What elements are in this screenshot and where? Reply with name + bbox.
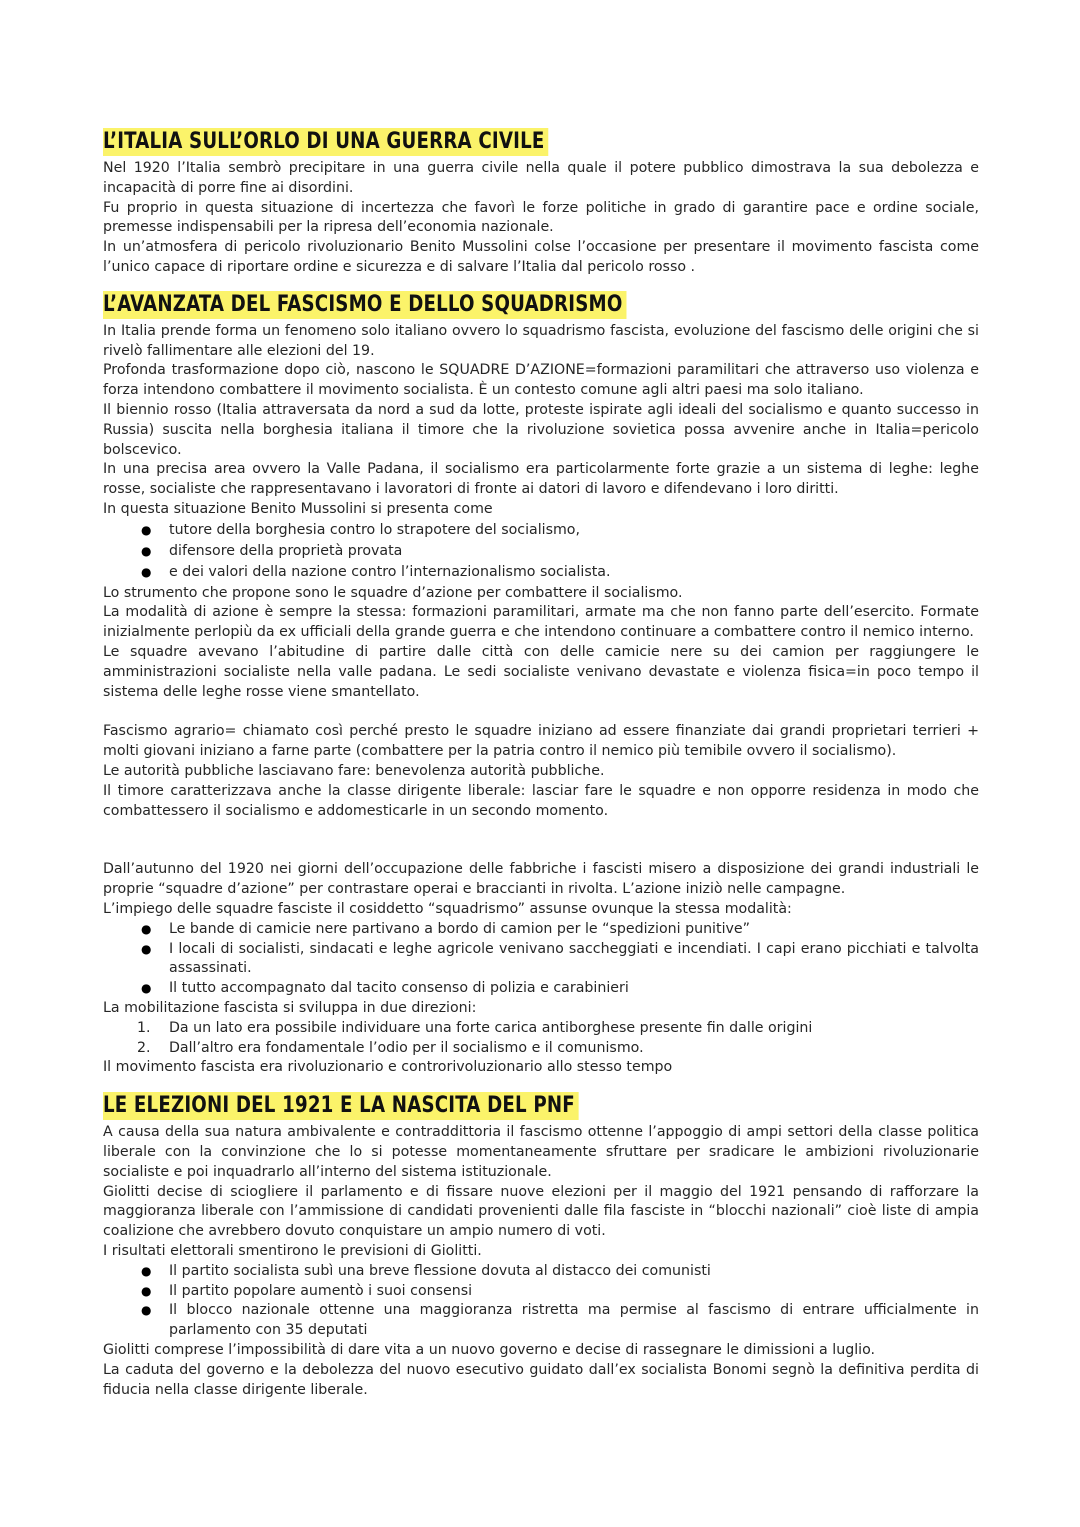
section-heading: L’AVANZATA DEL FASCISMO E DELLO SQUADRISMO [103,291,626,319]
list-item [103,1039,979,1059]
paragraph: Le autorità pubbliche lasciavano fare: benevolenza autorità pubbliche. [103,763,605,780]
paragraph: La modalità di azione è sempre la stessa: formazioni paramilitari, armate ma che non fanno parte dell’esercito. Formate inizialmente perlopiù da ex ufficiali della grande guerra e che intendono continuare a combattere contro il nemico interno. [103,604,979,641]
list-item-text: Dall’altro era fondamentale l’odio per il socialismo e il comunismo. [169,1039,644,1056]
list-item-text: difensore della proprietà provata [169,543,403,560]
paragraph: Fascismo agrario= chiamato così perché presto le squadre iniziano ad essere finanziate dai grandi proprietari terrieri + molti giovani iniziano a farne parte (combattere per la patria contro il nemico più temibile ovvero il socialismo). [103,723,979,760]
section-fascism-squadrism [103,291,979,1078]
list-item [103,979,979,999]
bullet-icon: ● [141,1263,152,1278]
document-page [103,128,979,1400]
list-item [103,1282,979,1302]
section-heading: LE ELEZIONI DEL 1921 E LA NASCITA DEL PNF [103,1092,579,1120]
paragraph: Il timore caratterizzava anche la classe dirigente liberale: lasciar fare le squadre e non opporre residenza in modo che combattessero il socialismo e addomesticarle in un secondo momento. [103,782,979,819]
list-item-text: Il tutto accompagnato dal tacito consenso di polizia e carabinieri [169,980,629,997]
list-item [103,940,979,980]
paragraph: Lo strumento che propone sono le squadre d’azione per combattere il socialismo. [103,584,683,601]
paragraph: Il biennio rosso (Italia attraversata da nord a sud da lotte, proteste ispirate agli ideali del socialismo e quanto successo in Russia) suscita nella borghesia italiana il timore che la rivoluzione sovietica possa avvenire anche in Italia=pericolo bolscevico. [103,401,979,458]
bullet-icon: ● [141,565,152,580]
bullet-icon: ● [141,1283,152,1298]
bullet-icon: ● [141,1303,152,1318]
paragraph: Giolitti decise di sciogliere il parlamento e di fissare nuove elezioni per il maggio del 1921 pensando di rafforzare la maggioranza liberale con l’ammissione di candidati provenienti dalle fila fasciste in “blocchi nazionali” cioè liste di ampia coalizione che avrebbero dovuto conquistare un ampio numero di voti. [103,1183,979,1240]
paragraph: Le squadre avevano l’abitudine di partire dalle città con delle camicie nere su dei camion per raggiungere le amministrazioni socialiste nella valle padana. Le sedi socialiste venivano devastate e violenza fisica=in poco tempo il sistema delle leghe rosse viene smantellato. [103,644,979,700]
paragraph: In questa situazione Benito Mussolini si presenta come [103,500,493,517]
list-item [103,541,979,562]
section-civil-war [103,128,979,278]
paragraph: Nel 1920 l’Italia sembrò precipitare in una guerra civile nella quale il potere pubblico dimostrava la sua debolezza e incapacità di porre fine ai disordini. [103,160,979,196]
list-item [103,520,979,541]
bullet-list [103,920,979,999]
paragraph: L’impiego delle squadre fasciste il cosiddetto “squadrismo” assunse ovunque la stessa modalità: [103,901,792,917]
bullet-list [103,1262,979,1341]
numbered-list [103,1019,979,1059]
section-elections-1921 [103,1092,979,1400]
paragraph: In un’atmosfera di pericolo rivoluzionario Benito Mussolini colse l’occasione per presentare il movimento fascista come l’unico capace di riportare ordine e sicurezza e di salvare l’Italia dal pericolo rosso . [103,239,979,275]
paragraph: Giolitti comprese l’impossibilità di dare vita a un nuovo governo e decise di rassegnare le dimissioni a luglio. [103,1341,876,1358]
paragraph: Dall’autunno del 1920 nei giorni dell’occupazione delle fabbriche i fascisti misero a disposizione dei grandi industriali le proprie “squadre d’azione” per contrastare operai e braccianti in rivolta. L’azione iniziò nelle campagne. [103,861,979,898]
bullet-icon: ● [141,544,152,559]
paragraph: La mobilitazione fascista si sviluppa in due direzioni: [103,999,477,1016]
paragraph: In Italia prende forma un fenomeno solo italiano ovvero lo squadrismo fascista, evoluzione del fascismo delle origini che si rivelò fallimentare alle elezioni del 19. [103,322,979,359]
paragraph: A causa della sua natura ambivalente e contraddittoria il fascismo ottenne l’appoggio di ampi settori della classe politica liberale con la convinzione che lo si potesse momentaneamente sfruttare per sradicare le ambizioni rivoluzionarie socialiste e poi inquadrarlo all’interno del sistema istituzionale. [103,1124,979,1180]
paragraph: La caduta del governo e la debolezza del nuovo esecutivo guidato dall’ex socialista Bonomi segnò la definitiva perdita di fiducia nella classe dirigente liberale. [103,1361,979,1398]
list-number: 2. [137,1039,151,1056]
list-item-text: Il partito socialista subì una breve flessione dovuta al distacco dei comunisti [169,1262,711,1279]
list-item-text: tutore della borghesia contro lo strapotere del socialismo, [169,521,580,538]
list-item [103,1262,979,1282]
paragraph: Il movimento fascista era rivoluzionario e controrivoluzionario allo stesso tempo [103,1059,673,1076]
bullet-list [103,520,979,584]
list-item [103,920,979,940]
bullet-icon: ● [141,921,152,936]
list-item-text: Da un lato era possibile individuare una forte carica antiborghese presente fin dalle origini [169,1019,813,1036]
bullet-icon: ● [141,941,152,956]
list-item [103,562,979,583]
list-item [103,1019,979,1039]
list-item [103,1301,979,1341]
paragraph: I risultati elettorali smentirono le previsioni di Giolitti. [103,1242,482,1259]
list-item-text: I locali di socialisti, sindacati e leghe agricole venivano saccheggiati e incendiati. I capi erano picchiati e talvolta assassinati. [169,940,979,977]
paragraph: In una precisa area ovvero la Valle Padana, il socialismo era particolarmente forte grazie a un sistema di leghe: leghe rosse, socialiste che rappresentavano i lavoratori di fronte ai datori di lavoro e difendevano i loro diritti. [103,461,979,498]
list-item-text: Il blocco nazionale ottenne una maggioranza ristretta ma permise al fascismo di entrare ufficialmente in parlamento con 35 deputati [169,1302,979,1339]
bullet-icon: ● [141,981,152,996]
section-heading: L’ITALIA SULL’ORLO DI UNA GUERRA CIVILE [103,128,548,156]
paragraph: Fu proprio in questa situazione di incertezza che favorì le forze politiche in grado di garantire pace e ordine sociale, premesse indispensabili per la ripresa dell’economia nazionale. [103,199,979,236]
list-item-text: Le bande di camicie nere partivano a bordo di camion per le “spedizioni punitive” [169,920,750,937]
list-item-text: e dei valori della nazione contro l’internazionalismo socialista. [169,564,611,581]
paragraph: Profonda trasformazione dopo ciò, nascono le SQUADRE D’AZIONE=formazioni paramilitari che attraverso uso violenza e forza intendono combattere il movimento socialista. È un contesto comune agli altri paesi ma solo italiano. [103,362,979,399]
list-number: 1. [137,1019,151,1036]
bullet-icon: ● [141,522,152,537]
list-item-text: Il partito popolare aumentò i suoi consensi [169,1282,473,1299]
